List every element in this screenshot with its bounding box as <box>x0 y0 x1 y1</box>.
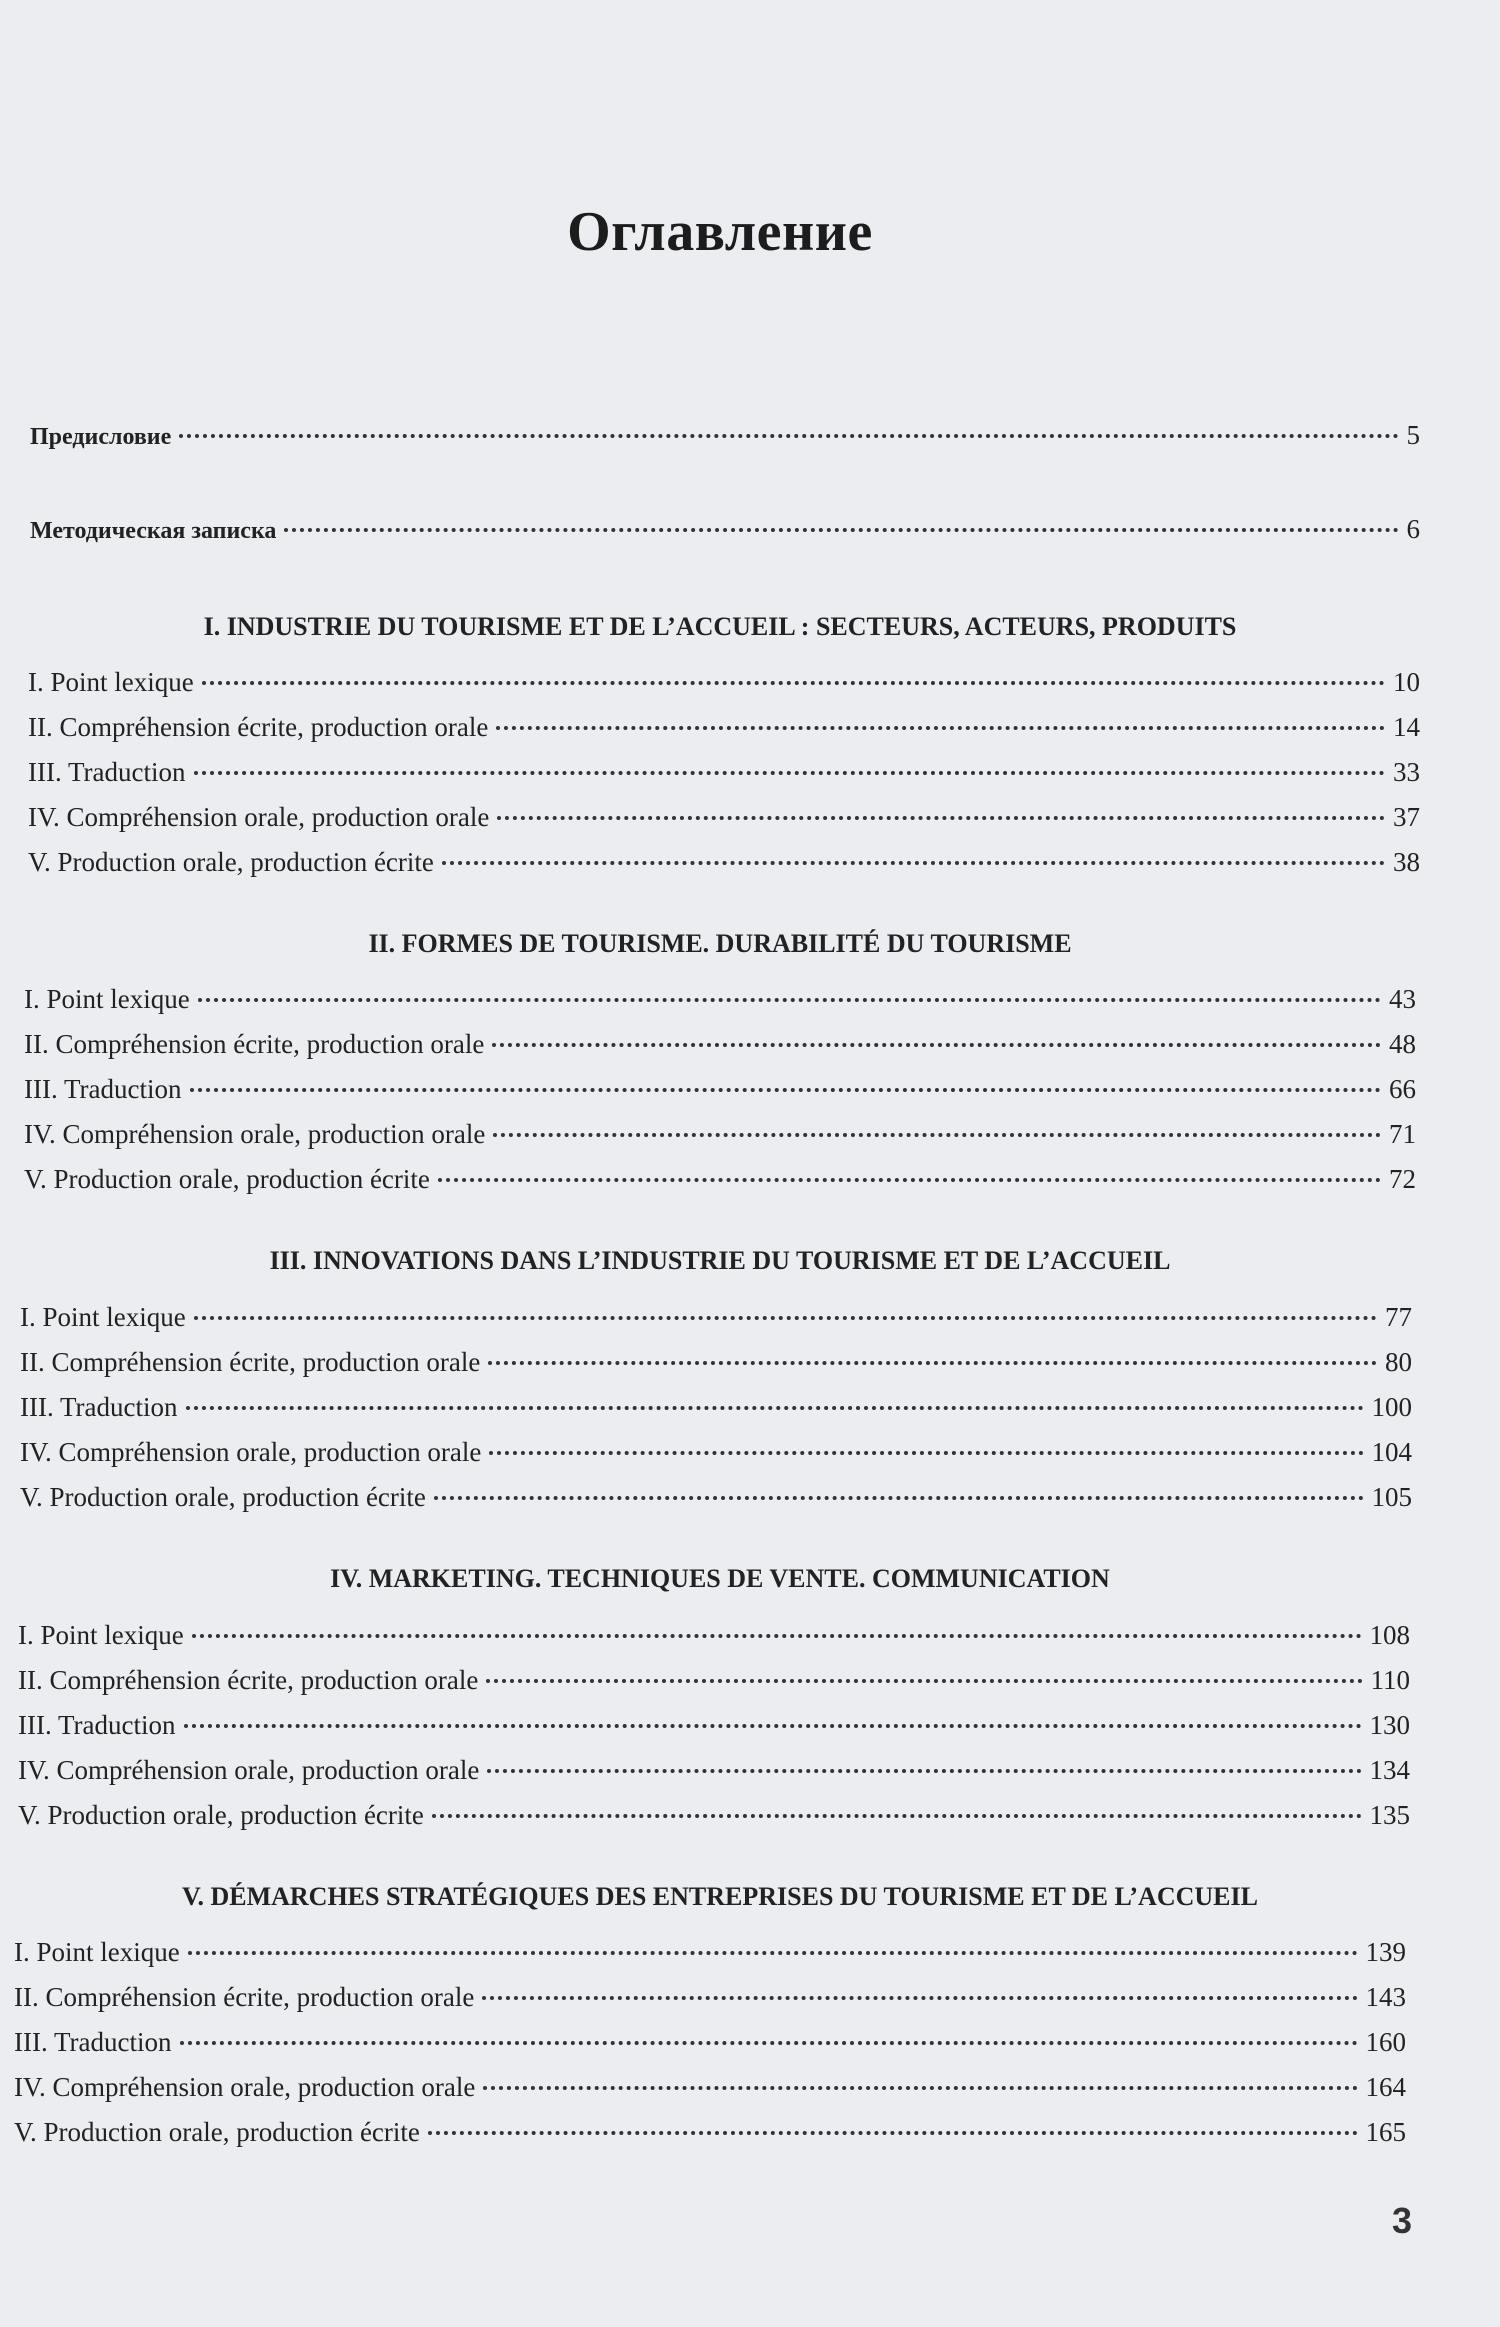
dot-leader <box>432 1814 1362 1818</box>
toc-entry <box>20 1345 1412 1379</box>
toc-entry-page: 5 <box>1406 420 1420 450</box>
toc-entry-label: V. Production orale, production écrite <box>24 1164 430 1194</box>
toc-entry <box>28 800 1420 834</box>
toc-entry <box>24 1072 1416 1106</box>
toc-entry <box>20 1435 1412 1469</box>
toc-entry-label: Методическая записка <box>30 518 277 544</box>
toc-entry <box>20 1390 1412 1424</box>
dot-leader <box>442 861 1385 865</box>
dot-leader <box>186 1406 1364 1410</box>
section-heading: II. FORMES DE TOURISME. DURABILITÉ DU TOURISME <box>368 929 1072 958</box>
toc-entry-page: 100 <box>1371 1392 1412 1422</box>
toc-entry-label: II. Compréhension écrite, production orale <box>14 1982 475 2012</box>
toc-entry-page: 130 <box>1369 1710 1410 1740</box>
toc-entry-page: 48 <box>1389 1029 1416 1059</box>
dot-leader <box>496 726 1385 730</box>
dot-leader <box>184 1724 1362 1728</box>
toc-entry-page: 139 <box>1365 1937 1406 1967</box>
dot-leader <box>486 1679 1362 1683</box>
dot-leader <box>483 2086 1357 2090</box>
page-number: 3 <box>1391 2200 1412 2241</box>
toc-entry <box>28 665 1420 699</box>
toc-entry-label: Предисловие <box>30 424 172 450</box>
dot-leader <box>190 1088 1382 1092</box>
section-heading: IV. MARKETING. TECHNIQUES DE VENTE. COMMUNICATION <box>330 1564 1110 1593</box>
toc-entry <box>18 1618 1410 1652</box>
toc-entry-label: IV. Compréhension orale, production orale <box>14 2072 476 2102</box>
toc-entry <box>20 1300 1412 1334</box>
toc-entry-label: V. Production orale, production écrite <box>28 847 434 877</box>
dot-leader <box>180 2041 1358 2045</box>
toc-entry <box>18 1663 1410 1697</box>
toc-entry <box>14 1980 1406 2014</box>
toc-entry-page: 165 <box>1365 2117 1406 2147</box>
dot-leader <box>194 771 1386 775</box>
toc-entry-page: 164 <box>1365 2072 1406 2102</box>
toc-entry-page: 14 <box>1393 712 1420 742</box>
dot-leader <box>482 1996 1357 2000</box>
toc-entry-label: V. Production orale, production écrite <box>18 1800 424 1830</box>
dot-leader <box>198 998 1381 1002</box>
toc-entry <box>18 1798 1410 1832</box>
page-title: Оглавление <box>567 201 873 263</box>
toc-entry-page: 10 <box>1393 667 1420 697</box>
toc-entry-page: 72 <box>1389 1164 1416 1194</box>
section-heading: I. INDUSTRIE DU TOURISME ET DE L’ACCUEIL : SECTEURS, ACTEURS, PRODUITS <box>203 612 1237 641</box>
toc-entry-page: 38 <box>1393 847 1420 877</box>
toc-entry <box>14 1935 1406 1969</box>
toc-entry-label: III. Traduction <box>28 757 186 787</box>
toc-entry <box>24 1162 1416 1196</box>
toc-entry-page: 110 <box>1370 1665 1410 1695</box>
toc-entry-page: 135 <box>1369 1800 1410 1830</box>
dot-leader <box>434 1496 1364 1500</box>
toc-entry-label: I. Point lexique <box>18 1620 184 1650</box>
toc-entry <box>24 1117 1416 1151</box>
toc-entry-methodical-note <box>30 512 1420 548</box>
toc-entry-label: V. Production orale, production écrite <box>20 1482 426 1512</box>
toc-entry-page: 80 <box>1385 1347 1412 1377</box>
toc-entry-page: 160 <box>1365 2027 1406 2057</box>
toc-entry-label: II. Compréhension écrite, production orale <box>28 712 489 742</box>
toc-entry-page: 134 <box>1369 1755 1410 1785</box>
toc-entry-page: 43 <box>1389 984 1416 1014</box>
dot-leader <box>202 681 1385 685</box>
toc-entry <box>14 2025 1406 2059</box>
toc-entry <box>18 1708 1410 1742</box>
section-heading: V. DÉMARCHES STRATÉGIQUES DES ENTREPRISES DU TOURISME ET DE L’ACCUEIL <box>182 1882 1258 1911</box>
toc-entry-page: 105 <box>1371 1482 1412 1512</box>
toc-entry-page: 66 <box>1389 1074 1416 1104</box>
toc-entry-label: IV. Compréhension orale, production orale <box>24 1119 486 1149</box>
toc-entry <box>18 1753 1410 1787</box>
dot-leader <box>493 1133 1381 1137</box>
toc-entry <box>28 845 1420 879</box>
dot-leader <box>487 1769 1361 1773</box>
toc-entry <box>20 1480 1412 1514</box>
toc-entry-label: IV. Compréhension orale, production orale <box>20 1437 482 1467</box>
dot-leader <box>188 1951 1358 1955</box>
toc-entry-label: III. Traduction <box>18 1710 176 1740</box>
toc-entry-label: I. Point lexique <box>28 667 194 697</box>
toc-entry <box>24 1027 1416 1061</box>
dot-leader <box>492 1043 1381 1047</box>
toc-entry-label: IV. Compréhension orale, production orale <box>28 802 490 832</box>
section-heading: III. INNOVATIONS DANS L’INDUSTRIE DU TOURISME ET DE L’ACCUEIL <box>269 1246 1171 1275</box>
toc-entry-page: 6 <box>1406 514 1420 544</box>
toc-entry-label: III. Traduction <box>20 1392 178 1422</box>
toc-entry <box>28 710 1420 744</box>
toc-entry <box>14 2070 1406 2104</box>
toc-entry-page: 143 <box>1365 1982 1406 2012</box>
dot-leader <box>284 528 1398 532</box>
toc-entry-label: II. Compréhension écrite, production orale <box>20 1347 481 1377</box>
toc-entry-page: 33 <box>1393 757 1420 787</box>
toc-entry-label: I. Point lexique <box>20 1302 186 1332</box>
toc-entry-label: I. Point lexique <box>24 984 190 1014</box>
toc-entry-page: 37 <box>1393 802 1420 832</box>
dot-leader <box>438 1178 1381 1182</box>
dot-leader <box>194 1316 1377 1320</box>
toc-entry <box>24 982 1416 1016</box>
toc-entry-preface <box>30 418 1420 454</box>
dot-leader <box>488 1361 1377 1365</box>
toc-entry-page: 104 <box>1371 1437 1412 1467</box>
toc-entry-page: 71 <box>1389 1119 1416 1149</box>
dot-leader <box>489 1451 1363 1455</box>
dot-leader <box>497 816 1385 820</box>
dot-leader <box>179 434 1398 438</box>
dot-leader <box>428 2131 1358 2135</box>
toc-entry-label: III. Traduction <box>14 2027 172 2057</box>
toc-entry-page: 77 <box>1385 1302 1412 1332</box>
toc-entry <box>28 755 1420 789</box>
toc-entry-label: II. Compréhension écrite, production orale <box>24 1029 485 1059</box>
toc-entry-label: III. Traduction <box>24 1074 182 1104</box>
toc-entry-label: V. Production orale, production écrite <box>14 2117 420 2147</box>
toc-entry-label: II. Compréhension écrite, production orale <box>18 1665 479 1695</box>
toc-entry-label: IV. Compréhension orale, production orale <box>18 1755 480 1785</box>
toc-entry-page: 108 <box>1369 1620 1410 1650</box>
toc-entry <box>14 2115 1406 2149</box>
dot-leader <box>192 1634 1362 1638</box>
toc-entry-label: I. Point lexique <box>14 1937 180 1967</box>
